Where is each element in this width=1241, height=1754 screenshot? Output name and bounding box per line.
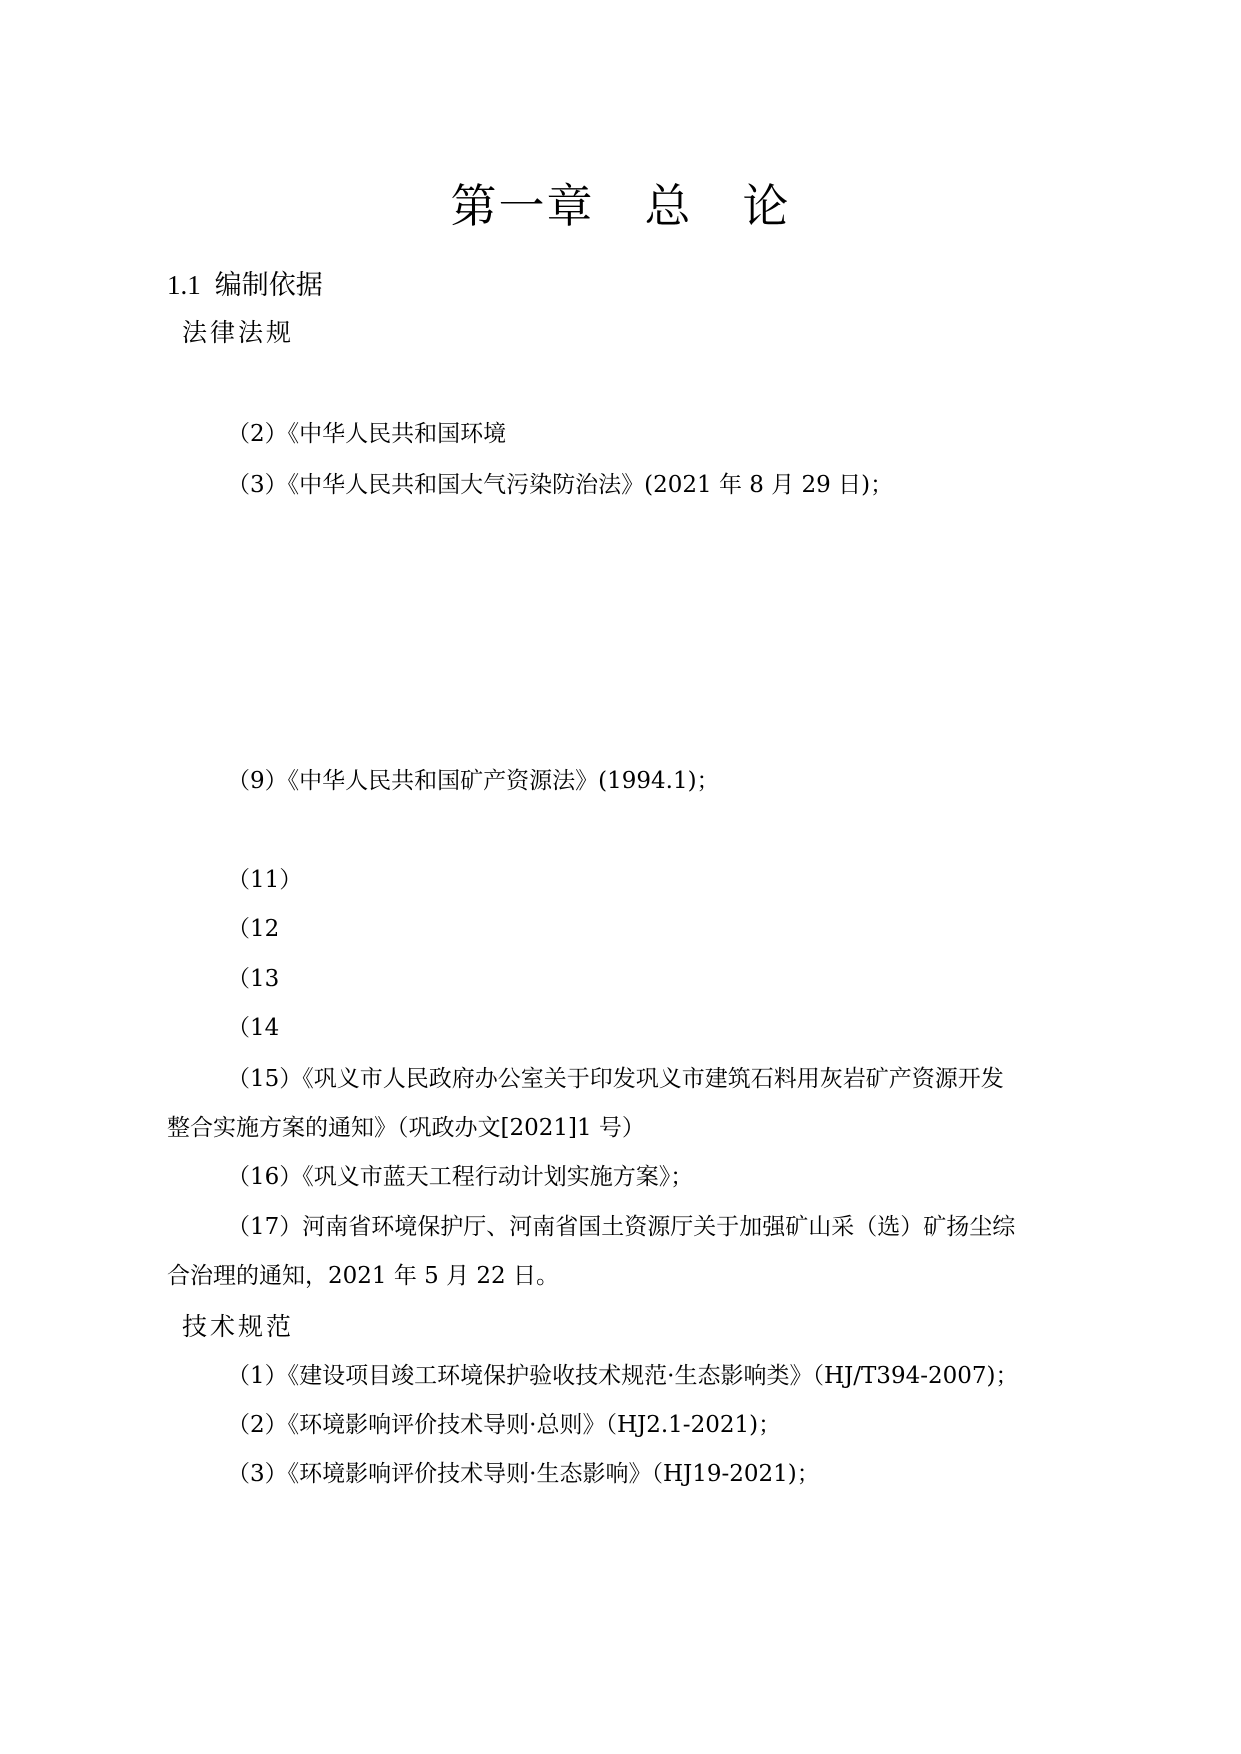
law-item: （3）《中华人民共和国大气污染防治法》(2021 年 8 月 29 日)； — [227, 472, 894, 498]
law-item: （16）《巩义市蓝天工程行动计划实施方案》； — [227, 1164, 694, 1190]
section-title: 编制依据 — [214, 270, 323, 301]
law-item: （12 — [227, 916, 280, 942]
tech-item: （1）《建设项目竣工环境保护验收技术规范·生态影响类》（HJ/T394-2007)； — [227, 1363, 1019, 1389]
chapter-word-2: 论 — [742, 179, 791, 233]
law-item: （17）河南省环境保护厅、河南省国土资源厅关于加强矿山采（选）矿扬尘综 — [227, 1214, 1016, 1240]
tech-heading: 技术规范 — [182, 1312, 295, 1341]
law-item: （13 — [227, 966, 280, 992]
law-item: （9）《中华人民共和国矿产资源法》(1994.1)； — [227, 768, 720, 794]
law-item: （2）《中华人民共和国环境 — [227, 421, 507, 447]
chapter-label: 第一章 — [450, 179, 595, 233]
law-item: （14 — [227, 1015, 280, 1041]
law-item-continuation: 合治理的通知，2021 年 5 月 22 日。 — [167, 1263, 559, 1289]
tech-item: （3）《环境影响评价技术导则·生态影响》（HJ19-2021)； — [227, 1461, 820, 1487]
chapter-word-1: 总 — [644, 179, 693, 233]
tech-item: （2）《环境影响评价技术导则·总则》（HJ2.1-2021)； — [227, 1412, 782, 1438]
chapter-title — [0, 179, 1241, 233]
law-item: （11） — [227, 867, 303, 893]
law-item: （15）《巩义市人民政府办公室关于印发巩义市建筑石料用灰岩矿产资源开发 — [227, 1066, 1004, 1092]
section-heading — [167, 272, 323, 299]
law-item-continuation: 整合实施方案的通知》（巩政办文[2021]1 号） — [167, 1115, 645, 1141]
section-number: 1.1 — [167, 270, 201, 300]
laws-heading: 法律法规 — [182, 318, 295, 347]
